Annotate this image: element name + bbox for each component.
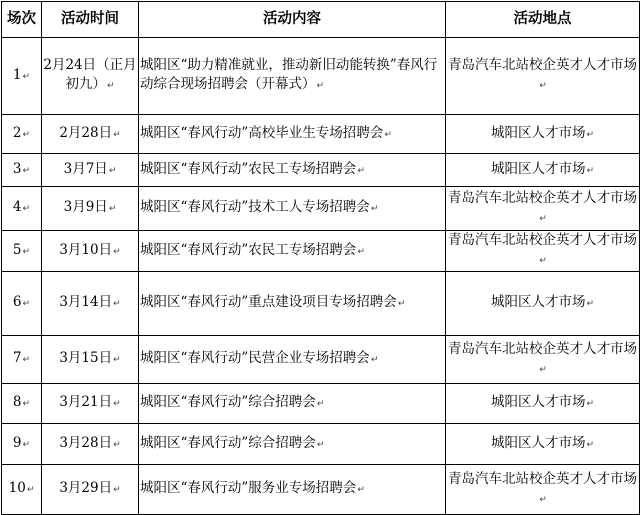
header-row bbox=[2, 2, 640, 38]
return-mark-icon: ↵ bbox=[106, 81, 115, 91]
table-row bbox=[2, 336, 640, 384]
return-mark-icon: ↵ bbox=[586, 439, 595, 450]
cell-place: 城阳区人才市场↵ bbox=[446, 384, 640, 424]
cell-seq: 3↵ bbox=[2, 154, 42, 187]
cell-content: 城阳区“春风行动”民营企业专场招聘会↵ bbox=[139, 336, 446, 384]
return-mark-icon: ↵ bbox=[539, 81, 547, 91]
return-mark-icon: ↵ bbox=[22, 355, 31, 365]
cell-content: 城阳区“春风行动”服务业专场招聘会↵ bbox=[139, 465, 446, 515]
return-mark-icon: ↵ bbox=[357, 246, 365, 257]
return-mark-icon: ↵ bbox=[22, 129, 31, 140]
return-mark-icon: ↵ bbox=[539, 494, 547, 505]
return-mark-icon: ↵ bbox=[316, 439, 325, 450]
header-seq: 场次 bbox=[2, 2, 42, 38]
cell-time: 3月29日↵ bbox=[42, 465, 139, 515]
cell-place: 青岛汽车北站校企英才人才市场↵ bbox=[446, 38, 640, 115]
cell-time: 3月28日↵ bbox=[42, 424, 139, 465]
return-mark-icon: ↵ bbox=[113, 485, 121, 495]
header-content: 活动内容 bbox=[139, 2, 446, 38]
table-row bbox=[2, 38, 640, 115]
return-mark-icon: ↵ bbox=[22, 439, 31, 450]
return-mark-icon: ↵ bbox=[357, 165, 365, 176]
cell-content: 城阳区“春风行动”高校毕业生专场招聘会↵ bbox=[139, 115, 446, 154]
return-mark-icon: ↵ bbox=[113, 399, 121, 409]
cell-seq: 2↵ bbox=[2, 115, 42, 154]
table-row bbox=[2, 115, 640, 154]
cell-time: 3月10日↵ bbox=[42, 231, 139, 272]
return-mark-icon: ↵ bbox=[113, 246, 121, 257]
return-mark-icon: ↵ bbox=[22, 204, 31, 214]
cell-content: 城阳区“春风行动”综合招聘会↵ bbox=[139, 424, 446, 465]
cell-place: 青岛汽车北站校企英才人才市场↵ bbox=[446, 465, 640, 515]
return-mark-icon: ↵ bbox=[370, 355, 379, 365]
cell-place: 青岛汽车北站校企英才人才市场↵ bbox=[446, 336, 640, 384]
return-mark-icon: ↵ bbox=[586, 399, 595, 409]
cell-seq: 6↵ bbox=[2, 272, 42, 336]
return-mark-icon: ↵ bbox=[539, 213, 547, 224]
cell-place: 青岛汽车北站校企英才人才市场↵ bbox=[446, 231, 640, 272]
schedule-table bbox=[1, 1, 640, 515]
return-mark-icon: ↵ bbox=[370, 204, 379, 214]
return-mark-icon: ↵ bbox=[586, 165, 595, 176]
cell-content: 城阳区“春风行动”综合招聘会↵ bbox=[139, 384, 446, 424]
table-row bbox=[2, 154, 640, 187]
return-mark-icon: ↵ bbox=[113, 299, 121, 309]
cell-content: 城阳区“春风行动”技术工人专场招聘会↵ bbox=[139, 187, 446, 231]
header-place: 活动地点 bbox=[446, 2, 640, 38]
return-mark-icon: ↵ bbox=[586, 299, 595, 309]
table-row bbox=[2, 384, 640, 424]
cell-place: 城阳区人才市场↵ bbox=[446, 424, 640, 465]
cell-time: 3月21日↵ bbox=[42, 384, 139, 424]
cell-time: 3月9日↵ bbox=[42, 187, 139, 231]
cell-content: 城阳区“助力精准就业，推动新旧动能转换”春风行动综合现场招聘会（开幕式）↵ bbox=[139, 38, 446, 115]
return-mark-icon: ↵ bbox=[316, 399, 325, 409]
cell-place: 城阳区人才市场↵ bbox=[446, 115, 640, 154]
cell-place: 城阳区人才市场↵ bbox=[446, 272, 640, 336]
cell-time: 3月14日↵ bbox=[42, 272, 139, 336]
cell-seq: 1↵ bbox=[2, 38, 42, 115]
cell-seq: 5↵ bbox=[2, 231, 42, 272]
return-mark-icon: ↵ bbox=[108, 204, 117, 214]
cell-seq: 7↵ bbox=[2, 336, 42, 384]
cell-time: 2月28日↵ bbox=[42, 115, 139, 154]
cell-place: 城阳区人才市场↵ bbox=[446, 154, 640, 187]
return-mark-icon: ↵ bbox=[22, 165, 31, 176]
return-mark-icon: ↵ bbox=[113, 355, 121, 365]
return-mark-icon: ↵ bbox=[384, 129, 392, 140]
cell-seq: 8↵ bbox=[2, 384, 42, 424]
cell-content: 城阳区“春风行动”农民工专场招聘会↵ bbox=[139, 154, 446, 187]
cell-time: 3月7日↵ bbox=[42, 154, 139, 187]
return-mark-icon: ↵ bbox=[26, 485, 35, 495]
cell-time: 3月15日↵ bbox=[42, 336, 139, 384]
cell-seq: 9↵ bbox=[2, 424, 42, 465]
cell-seq: 4↵ bbox=[2, 187, 42, 231]
return-mark-icon: ↵ bbox=[113, 129, 121, 140]
return-mark-icon: ↵ bbox=[113, 439, 121, 450]
return-mark-icon: ↵ bbox=[108, 165, 117, 176]
cell-content: 城阳区“春风行动”重点建设项目专场招聘会↵ bbox=[139, 272, 446, 336]
return-mark-icon: ↵ bbox=[586, 129, 595, 140]
table-row bbox=[2, 272, 640, 336]
cell-time: 2月24日（正月初九）↵ bbox=[42, 38, 139, 115]
return-mark-icon: ↵ bbox=[539, 256, 547, 266]
header-time: 活动时间 bbox=[42, 2, 139, 38]
table-row bbox=[2, 231, 640, 272]
table-row bbox=[2, 187, 640, 231]
return-mark-icon: ↵ bbox=[316, 81, 325, 91]
return-mark-icon: ↵ bbox=[22, 299, 31, 309]
return-mark-icon: ↵ bbox=[22, 71, 31, 82]
return-mark-icon: ↵ bbox=[22, 399, 31, 409]
table-row bbox=[2, 424, 640, 465]
return-mark-icon: ↵ bbox=[357, 485, 365, 495]
return-mark-icon: ↵ bbox=[397, 299, 406, 309]
return-mark-icon: ↵ bbox=[539, 364, 547, 375]
cell-seq: 10↵ bbox=[2, 465, 42, 515]
cell-place: 青岛汽车北站校企英才人才市场↵ bbox=[446, 187, 640, 231]
cell-content: 城阳区“春风行动”农民工专场招聘会↵ bbox=[139, 231, 446, 272]
return-mark-icon: ↵ bbox=[22, 246, 31, 257]
